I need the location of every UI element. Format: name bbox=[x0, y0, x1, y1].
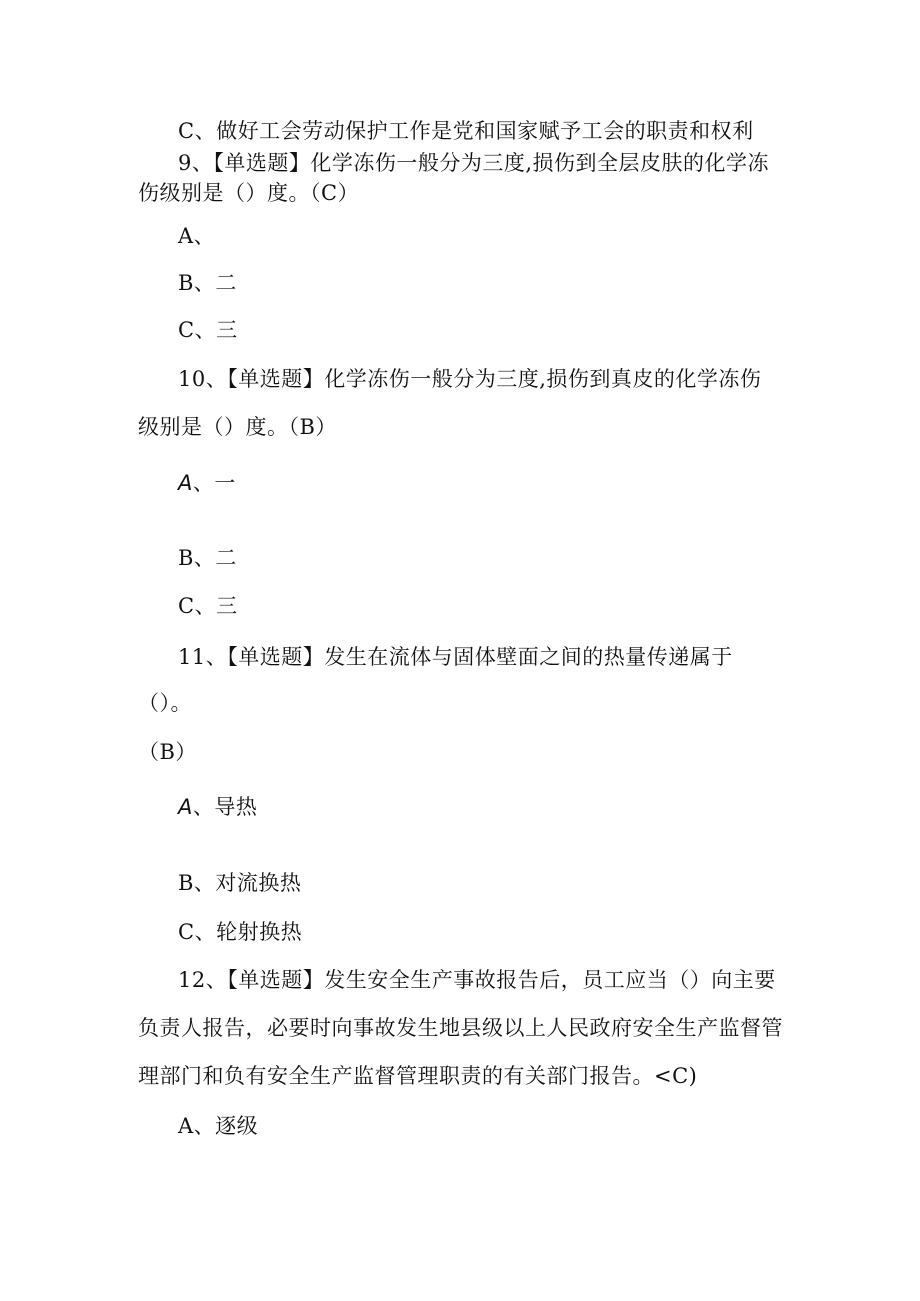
question-11-option-b: B、对流换热 bbox=[178, 871, 302, 895]
question-11-text-line-2: （）。 bbox=[138, 691, 192, 715]
option-c-line: C、做好工会劳动保护工作是党和国家赋予工会的职责和权利 bbox=[178, 119, 754, 143]
question-9-text-line-2: 伤级别是（）度。（C） bbox=[138, 181, 360, 205]
question-10-option-a-letter: A bbox=[178, 471, 193, 495]
question-11-option-c: C、轮射换热 bbox=[178, 920, 303, 944]
question-10-option-a bbox=[178, 473, 236, 494]
question-9-option-b: B、二 bbox=[178, 271, 237, 295]
question-10-text-line-2: 级别是（）度。（B） bbox=[138, 415, 337, 439]
question-11-option-a bbox=[178, 797, 257, 818]
question-12-text-line-3: 理部门和负有安全生产监督管理职责的有关部门报告。<C) bbox=[138, 1064, 698, 1088]
question-11-option-a-text: 、导热 bbox=[192, 795, 258, 819]
question-10-text-line-1: 10、【单选题】化学冻伤一般分为三度,损伤到真皮的化学冻伤 bbox=[178, 367, 762, 391]
question-12-option-a: A、逐级 bbox=[178, 1114, 259, 1138]
question-11-answer: （B） bbox=[138, 740, 197, 764]
question-10-option-c: C、三 bbox=[178, 594, 238, 618]
question-9-option-a: A、 bbox=[178, 224, 216, 248]
question-10-option-a-text: 、一 bbox=[192, 471, 236, 495]
question-11-option-a-letter: A bbox=[178, 795, 193, 819]
question-9-text-line-1: 9、【单选题】化学冻伤一般分为三度,损伤到全层皮肤的化学冻 bbox=[178, 151, 770, 175]
question-12-text-line-2: 负责人报告，必要时向事故发生地县级以上人民政府安全生产监督管 bbox=[138, 1016, 783, 1040]
question-11-text-line-1: 11、【单选题】发生在流体与固体壁面之间的热量传递属于 bbox=[178, 645, 733, 669]
question-12-text-line-1: 12、【单选题】发生安全生产事故报告后，员工应当（）向主要 bbox=[178, 968, 776, 992]
question-10-option-b: B、二 bbox=[178, 546, 237, 570]
question-9-option-c: C、三 bbox=[178, 318, 238, 342]
